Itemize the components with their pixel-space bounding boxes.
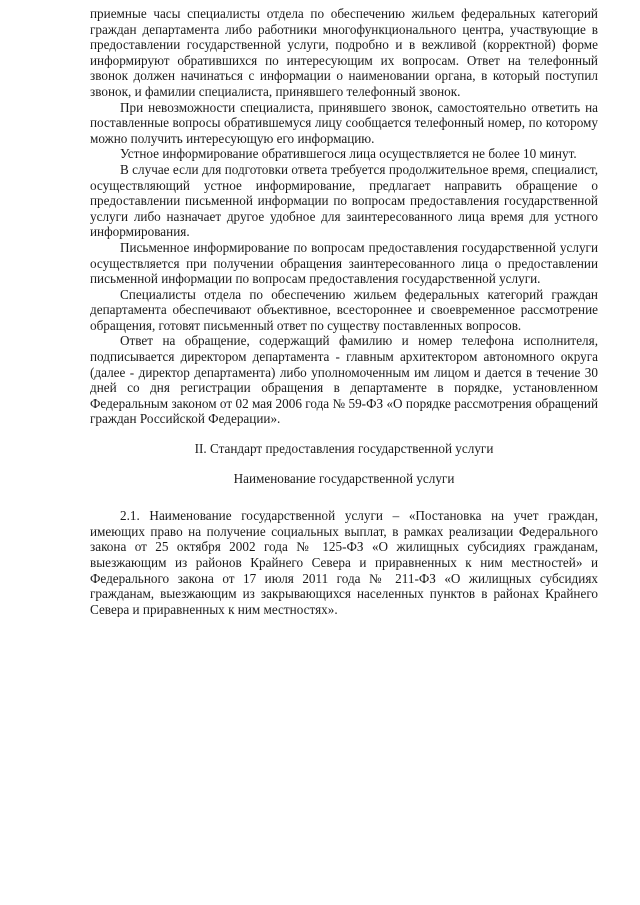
spacer bbox=[90, 457, 598, 471]
spacer bbox=[90, 427, 598, 441]
paragraph-answer-signature: Ответ на обращение, содержащий фамилию и номер телефона исполнителя, подписывается директором департамента - главным архитектором автономного округа (далее - директор департамента) либо уполномоченным им лицом и дается в течение 30 дней со дня регистрации обращения в департаменте в порядке, установленном Федеральным законом от 02 мая 2006 года № 59-ФЗ «О порядке рассмотрения обращений граждан Российской Федерации». bbox=[90, 333, 598, 427]
paragraph-2-1: 2.1. Наименование государственной услуги – «Постановка на учет граждан, имеющих право на получение социальных выплат, в рамках реализации Федерального закона от 25 октября 2002 года № 125-ФЗ «О жилищных субсидиях гражданам, выезжающим из районов Крайнего Севера и приравненных к ним местностей» и Федерального закона от 17 июля 2011 года № 211-ФЗ «О жилищных субсидиях гражданам, выезжающим из закрывающихся населенных пунктов в районах Крайнего Севера и приравненных к ним местностях». bbox=[90, 508, 598, 617]
spacer bbox=[90, 486, 598, 508]
paragraph-long-answer: В случае если для подготовки ответа требуется продолжительное время, специалист, осуществляющий устное информирование, предлагает направить обращение о предоставлении письменной информации по вопросам предоставления государственной услуги либо назначает другое удобное для заинтересованного лица время для устного информирования. bbox=[90, 161, 598, 240]
subsection-title: Наименование государственной услуги bbox=[233, 470, 455, 486]
paragraph-specialists-review: Специалисты отдела по обеспечению жильем федеральных категорий граждан департамента обеспечивают объективное, всестороннее и своевременное рассмотрение обращения, готовят письменный ответ по существу поставленных вопросов. bbox=[90, 286, 598, 333]
section-title: II. Стандарт предоставления государственной услуги bbox=[194, 441, 494, 457]
paragraph-phone-fallback: При невозможности специалиста, принявшего звонок, самостоятельно ответить на поставленные вопросы обратившемуся лицу сообщается телефонный номер, по которому можно получить интересующую его информацию. bbox=[90, 99, 598, 146]
paragraph-written-info: Письменное информирование по вопросам предоставления государственной услуги осуществляется при получении обращения заинтересованного лица о предоставлении письменной информации по вопросам предоставления государственной услуги. bbox=[90, 239, 598, 287]
document-page bbox=[90, 6, 598, 617]
paragraph-office-hours: приемные часы специалисты отдела по обеспечению жильем федеральных категорий граждан департамента либо работники многофункционального центра, участвующие в предоставлении государственной услуги, подробно и в вежливой (корректной) форме информируют обратившихся по интересующим их вопросам. Ответ на телефонный звонок должен начинаться с информации о наименовании органа, в который поступил звонок, и фамилии специалиста, принявшего телефонный звонок. bbox=[90, 6, 598, 99]
paragraph-oral-duration: Устное информирование обратившегося лица осуществляется не более 10 минут. bbox=[120, 146, 577, 162]
